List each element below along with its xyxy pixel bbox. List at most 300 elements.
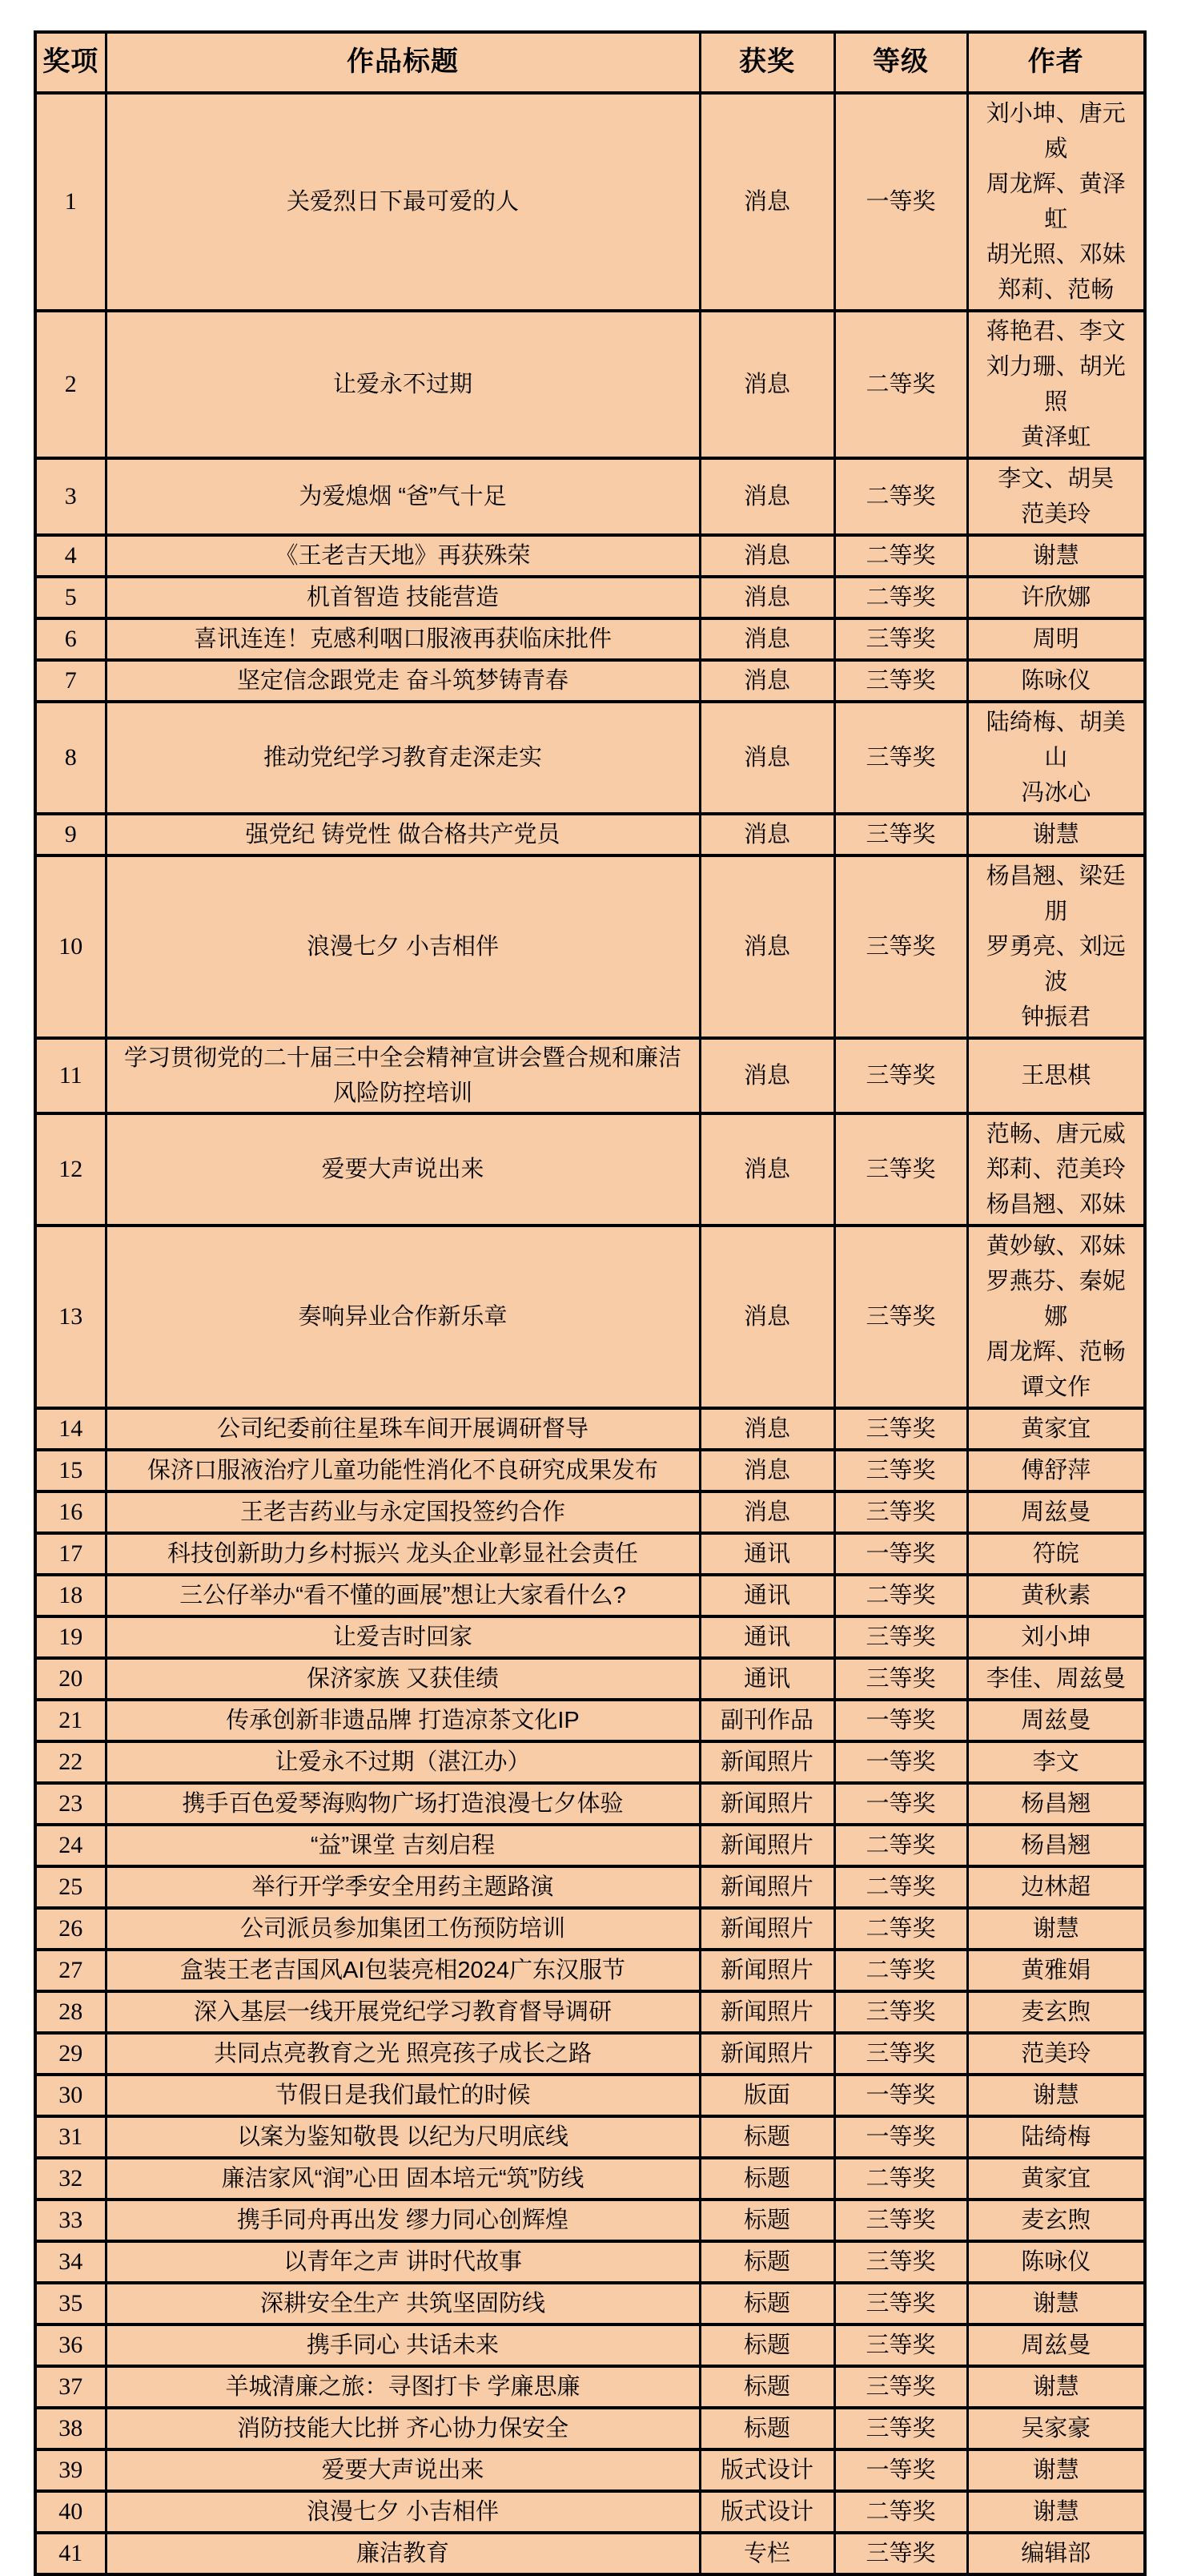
author-line: 谢慧 (1032, 543, 1079, 569)
title-cell: 《王老吉天地》再获殊荣 (106, 535, 700, 577)
award-no-cell: 4 (35, 535, 106, 577)
level-cell: 一等奖 (834, 2075, 967, 2116)
authors-cell (967, 1533, 1145, 1575)
award-no-cell: 32 (35, 2158, 106, 2200)
level-cell: 三等奖 (834, 1491, 967, 1533)
award-no-cell: 40 (35, 2491, 106, 2533)
category-cell: 标题 (700, 2158, 834, 2200)
award-no-cell: 10 (35, 855, 106, 1038)
award-no-cell: 34 (35, 2241, 106, 2283)
authors-cell (967, 1575, 1145, 1616)
author-line: 编辑部 (1021, 2541, 1091, 2566)
author-line: 谢慧 (1032, 2374, 1079, 2400)
table-row (35, 577, 1145, 618)
category-cell: 标题 (700, 2116, 834, 2158)
category-cell: 版式设计 (700, 2491, 834, 2533)
title-cell: 举行开学季安全用药主题路演 (106, 1866, 700, 1908)
authors-cell (967, 2158, 1145, 2200)
authors-cell (967, 2283, 1145, 2324)
title-cell: 关爱烈日下最可爱的人 (106, 93, 700, 311)
category-cell: 版式设计 (700, 2449, 834, 2491)
authors-cell (967, 702, 1145, 814)
title-cell: 浪漫七夕 小吉相伴 (106, 855, 700, 1038)
award-no-cell: 7 (35, 660, 106, 702)
table-row (35, 2533, 1145, 2574)
author-line: 周兹曼 (1021, 2332, 1091, 2358)
authors-cell (967, 93, 1145, 311)
author-line: 陆绮梅 (1021, 2124, 1091, 2150)
author-line: 杨昌翘 (1021, 1833, 1091, 1858)
award-no-cell: 9 (35, 814, 106, 855)
title-cell: 让爱永不过期 (106, 311, 700, 458)
table-row (35, 2241, 1145, 2283)
authors-cell (967, 1700, 1145, 1741)
table-row (35, 2075, 1145, 2116)
level-cell: 三等奖 (834, 2533, 967, 2574)
title-cell: 节假日是我们最忙的时候 (106, 2075, 700, 2116)
level-cell: 二等奖 (834, 2158, 967, 2200)
category-cell: 版面 (700, 2075, 834, 2116)
title-cell: 公司纪委前往星珠车间开展调研督导 (106, 1408, 700, 1450)
level-cell: 三等奖 (834, 855, 967, 1038)
title-cell: 公司派员参加集团工伤预防培训 (106, 1908, 700, 1950)
author-line: 陈咏仪 (1021, 2249, 1091, 2275)
authors-cell (967, 660, 1145, 702)
table-row (35, 458, 1145, 535)
author-line: 黄家宜 (1021, 2166, 1091, 2192)
category-cell: 新闻照片 (700, 2033, 834, 2075)
category-cell: 消息 (700, 458, 834, 535)
author-line: 谢慧 (1032, 822, 1079, 847)
category-cell: 通讯 (700, 1616, 834, 1658)
authors-cell (967, 2241, 1145, 2283)
authors-cell (967, 2324, 1145, 2366)
header-cell-title: 作品标题 (106, 32, 700, 93)
award-no-cell: 2 (35, 311, 106, 458)
title-cell: 传承创新非遗品牌 打造凉茶文化IP (106, 1700, 700, 1741)
award-no-cell: 27 (35, 1950, 106, 1991)
title-cell: 深耕安全生产 共筑坚固防线 (106, 2283, 700, 2324)
title-cell: 强党纪 铸党性 做合格共产党员 (106, 814, 700, 855)
award-no-cell: 3 (35, 458, 106, 535)
authors-cell (967, 2075, 1145, 2116)
award-no-cell: 31 (35, 2116, 106, 2158)
authors-cell (967, 458, 1145, 535)
authors-cell (967, 2200, 1145, 2241)
level-cell: 三等奖 (834, 2324, 967, 2366)
table-row (35, 1658, 1145, 1700)
author-line: 傅舒萍 (1021, 1458, 1091, 1483)
table-row (35, 618, 1145, 660)
table-row (35, 1783, 1145, 1825)
authors-cell (967, 2408, 1145, 2449)
category-cell: 消息 (700, 535, 834, 577)
award-no-cell: 13 (35, 1226, 106, 1408)
author-line: 陈咏仪 (1021, 668, 1091, 694)
level-cell: 一等奖 (834, 1533, 967, 1575)
title-cell: 携手百色爱琴海购物广场打造浪漫七夕体验 (106, 1783, 700, 1825)
table-row (35, 1226, 1145, 1408)
table-row (35, 1450, 1145, 1491)
level-cell: 一等奖 (834, 1700, 967, 1741)
author-line: 谢慧 (1032, 2499, 1079, 2525)
level-cell: 三等奖 (834, 814, 967, 855)
category-cell: 标题 (700, 2324, 834, 2366)
awards-table-body (35, 93, 1145, 2574)
award-no-cell: 11 (35, 1038, 106, 1113)
author-line: 罗勇亮、刘远波 (986, 934, 1126, 995)
author-line: 周明 (1032, 626, 1079, 652)
title-cell: 消防技能大比拼 齐心协力保安全 (106, 2408, 700, 2449)
award-no-cell: 41 (35, 2533, 106, 2574)
category-cell: 新闻照片 (700, 1783, 834, 1825)
level-cell: 三等奖 (834, 702, 967, 814)
table-row (35, 1533, 1145, 1575)
table-row (35, 2283, 1145, 2324)
table-row (35, 702, 1145, 814)
level-cell: 一等奖 (834, 1741, 967, 1783)
authors-cell (967, 1825, 1145, 1866)
header-cell-level: 等级 (834, 32, 967, 93)
title-cell: 保济口服液治疗儿童功能性消化不良研究成果发布 (106, 1450, 700, 1491)
author-line: 谭文作 (1021, 1375, 1091, 1400)
category-cell: 通讯 (700, 1658, 834, 1700)
title-cell: 推动党纪学习教育走深走实 (106, 702, 700, 814)
authors-cell (967, 577, 1145, 618)
level-cell: 三等奖 (834, 1616, 967, 1658)
author-line: 钟振君 (1021, 1004, 1091, 1030)
level-cell: 三等奖 (834, 1658, 967, 1700)
category-cell: 标题 (700, 2241, 834, 2283)
table-row (35, 2491, 1145, 2533)
authors-cell (967, 2033, 1145, 2075)
level-cell: 三等奖 (834, 2033, 967, 2075)
award-no-cell: 39 (35, 2449, 106, 2491)
level-cell: 二等奖 (834, 2491, 967, 2533)
title-cell: 王老吉药业与永定国投签约合作 (106, 1491, 700, 1533)
author-line: 刘小坤、唐元威 (986, 101, 1126, 162)
category-cell: 消息 (700, 1408, 834, 1450)
author-line: 王思棋 (1021, 1063, 1091, 1089)
awards-page (34, 30, 1143, 2576)
level-cell: 二等奖 (834, 1866, 967, 1908)
table-row (35, 1038, 1145, 1113)
category-cell: 消息 (700, 1038, 834, 1113)
category-cell: 消息 (700, 577, 834, 618)
award-no-cell: 26 (35, 1908, 106, 1950)
award-no-cell: 29 (35, 2033, 106, 2075)
award-no-cell: 20 (35, 1658, 106, 1700)
category-cell: 新闻照片 (700, 1866, 834, 1908)
author-line: 杨昌翘、邓妹 (986, 1192, 1126, 1218)
award-no-cell: 16 (35, 1491, 106, 1533)
author-line: 黄秋素 (1021, 1583, 1091, 1608)
authors-cell (967, 2449, 1145, 2491)
table-row (35, 1825, 1145, 1866)
authors-cell (967, 1991, 1145, 2033)
authors-cell (967, 535, 1145, 577)
category-cell: 消息 (700, 1113, 834, 1226)
category-cell: 新闻照片 (700, 1950, 834, 1991)
title-cell: 浪漫七夕 小吉相伴 (106, 2491, 700, 2533)
category-cell: 标题 (700, 2200, 834, 2241)
author-line: 黄泽虹 (1021, 425, 1091, 450)
author-line: 周龙辉、范畅 (986, 1339, 1126, 1365)
table-row (35, 1741, 1145, 1783)
authors-cell (967, 1950, 1145, 1991)
category-cell: 消息 (700, 660, 834, 702)
category-cell: 新闻照片 (700, 1741, 834, 1783)
award-no-cell: 21 (35, 1700, 106, 1741)
level-cell: 二等奖 (834, 458, 967, 535)
level-cell: 二等奖 (834, 311, 967, 458)
authors-cell (967, 1908, 1145, 1950)
author-line: 杨昌翘、梁廷朋 (986, 863, 1126, 924)
title-cell: 机首智造 技能营造 (106, 577, 700, 618)
level-cell: 一等奖 (834, 1783, 967, 1825)
title-cell: “益”课堂 吉刻启程 (106, 1825, 700, 1866)
award-no-cell: 12 (35, 1113, 106, 1226)
author-line: 谢慧 (1032, 2291, 1079, 2316)
table-row (35, 1616, 1145, 1658)
table-row (35, 1908, 1145, 1950)
category-cell: 消息 (700, 1226, 834, 1408)
authors-cell (967, 1616, 1145, 1658)
author-line: 周兹曼 (1021, 1499, 1091, 1525)
table-row (35, 1113, 1145, 1226)
title-cell: 以青年之声 讲时代故事 (106, 2241, 700, 2283)
author-line: 符皖 (1032, 1541, 1079, 1567)
award-no-cell: 18 (35, 1575, 106, 1616)
title-cell: 奏响异业合作新乐章 (106, 1226, 700, 1408)
authors-cell (967, 1226, 1145, 1408)
award-no-cell: 14 (35, 1408, 106, 1450)
author-line: 黄家宜 (1021, 1416, 1091, 1442)
table-header (35, 32, 1145, 93)
header-cell-award-no: 奖项 (35, 32, 106, 93)
award-no-cell: 6 (35, 618, 106, 660)
category-cell: 消息 (700, 702, 834, 814)
title-cell: 盒装王老吉国风AI包装亮相2024广东汉服节 (106, 1950, 700, 1991)
table-row (35, 1491, 1145, 1533)
level-cell: 三等奖 (834, 660, 967, 702)
authors-cell (967, 618, 1145, 660)
table-row (35, 311, 1145, 458)
level-cell: 三等奖 (834, 1408, 967, 1450)
level-cell: 二等奖 (834, 1908, 967, 1950)
award-no-cell: 19 (35, 1616, 106, 1658)
title-cell: 科技创新助力乡村振兴 龙头企业彰显社会责任 (106, 1533, 700, 1575)
level-cell: 一等奖 (834, 2449, 967, 2491)
author-line: 黄妙敏、邓妹 (986, 1234, 1126, 1259)
table-row (35, 2324, 1145, 2366)
table-row (35, 2158, 1145, 2200)
title-cell: 三公仔举办“看不懂的画展”想让大家看什么? (106, 1575, 700, 1616)
title-cell: 坚定信念跟党走 奋斗筑梦铸青春 (106, 660, 700, 702)
title-cell: 让爱吉时回家 (106, 1616, 700, 1658)
level-cell: 三等奖 (834, 1226, 967, 1408)
table-row (35, 2200, 1145, 2241)
category-cell: 标题 (700, 2366, 834, 2408)
author-line: 李文 (1032, 1749, 1079, 1775)
title-cell: 爱要大声说出来 (106, 1113, 700, 1226)
category-cell: 新闻照片 (700, 1825, 834, 1866)
table-row (35, 93, 1145, 311)
authors-cell (967, 1113, 1145, 1226)
category-cell: 消息 (700, 93, 834, 311)
award-no-cell: 25 (35, 1866, 106, 1908)
title-cell: 深入基层一线开展党纪学习教育督导调研 (106, 1991, 700, 2033)
authors-cell (967, 1038, 1145, 1113)
author-line: 谢慧 (1032, 1916, 1079, 1942)
authors-cell (967, 1658, 1145, 1700)
author-line: 谢慧 (1032, 2457, 1079, 2483)
author-line: 周兹曼 (1021, 1708, 1091, 1733)
award-no-cell: 24 (35, 1825, 106, 1866)
authors-cell (967, 2116, 1145, 2158)
category-cell: 消息 (700, 618, 834, 660)
category-cell: 副刊作品 (700, 1700, 834, 1741)
table-row (35, 2116, 1145, 2158)
level-cell: 三等奖 (834, 1450, 967, 1491)
authors-cell (967, 1741, 1145, 1783)
level-cell: 三等奖 (834, 2366, 967, 2408)
level-cell: 二等奖 (834, 1825, 967, 1866)
author-line: 许欣娜 (1021, 585, 1091, 610)
award-no-cell: 35 (35, 2283, 106, 2324)
table-row (35, 535, 1145, 577)
header-cell-category: 获奖 (700, 32, 834, 93)
level-cell: 三等奖 (834, 1038, 967, 1113)
author-line: 麦玄煦 (1021, 1999, 1091, 2025)
title-cell: 以案为鉴知敬畏 以纪为尺明底线 (106, 2116, 700, 2158)
authors-cell (967, 311, 1145, 458)
table-row (35, 814, 1145, 855)
title-cell: 羊城清廉之旅：寻图打卡 学廉思廉 (106, 2366, 700, 2408)
title-cell: 喜讯连连！克感利咽口服液再获临床批件 (106, 618, 700, 660)
award-no-cell: 37 (35, 2366, 106, 2408)
title-cell: 携手同心 共话未来 (106, 2324, 700, 2366)
level-cell: 三等奖 (834, 1113, 967, 1226)
author-line: 杨昌翘 (1021, 1791, 1091, 1817)
category-cell: 标题 (700, 2408, 834, 2449)
authors-cell (967, 1491, 1145, 1533)
level-cell: 三等奖 (834, 2408, 967, 2449)
table-row (35, 2449, 1145, 2491)
category-cell: 新闻照片 (700, 1991, 834, 2033)
category-cell: 消息 (700, 814, 834, 855)
author-line: 冯冰心 (1021, 780, 1091, 806)
authors-cell (967, 855, 1145, 1038)
award-no-cell: 17 (35, 1533, 106, 1575)
award-no-cell: 28 (35, 1991, 106, 2033)
authors-cell (967, 1866, 1145, 1908)
award-no-cell: 38 (35, 2408, 106, 2449)
level-cell: 三等奖 (834, 2283, 967, 2324)
level-cell: 三等奖 (834, 618, 967, 660)
authors-cell (967, 1408, 1145, 1450)
category-cell: 专栏 (700, 2533, 834, 2574)
author-line: 谢慧 (1032, 2083, 1079, 2108)
author-line: 刘力珊、胡光照 (986, 354, 1126, 415)
table-row (35, 1575, 1145, 1616)
authors-cell (967, 2491, 1145, 2533)
author-line: 范畅、唐元威 (986, 1121, 1126, 1147)
title-cell: 保济家族 又获佳绩 (106, 1658, 700, 1700)
title-cell: 为爱熄烟 “爸”气十足 (106, 458, 700, 535)
award-no-cell: 15 (35, 1450, 106, 1491)
category-cell: 通讯 (700, 1575, 834, 1616)
award-no-cell: 1 (35, 93, 106, 311)
award-no-cell: 33 (35, 2200, 106, 2241)
author-line: 黄雅娟 (1021, 1958, 1091, 1983)
category-cell: 消息 (700, 855, 834, 1038)
award-no-cell: 30 (35, 2075, 106, 2116)
title-cell: 爱要大声说出来 (106, 2449, 700, 2491)
level-cell: 三等奖 (834, 2241, 967, 2283)
authors-cell (967, 814, 1145, 855)
category-cell: 通讯 (700, 1533, 834, 1575)
awards-table (34, 30, 1147, 2576)
title-cell: 廉洁教育 (106, 2533, 700, 2574)
table-row (35, 1950, 1145, 1991)
authors-cell (967, 2533, 1145, 2574)
table-row (35, 855, 1145, 1038)
level-cell: 二等奖 (834, 535, 967, 577)
authors-cell (967, 1450, 1145, 1491)
award-no-cell: 5 (35, 577, 106, 618)
table-row (35, 660, 1145, 702)
author-line: 范美玲 (1021, 501, 1091, 527)
author-line: 郑莉、范畅 (998, 277, 1115, 303)
level-cell: 一等奖 (834, 2116, 967, 2158)
level-cell: 三等奖 (834, 2200, 967, 2241)
table-row (35, 2408, 1145, 2449)
author-line: 蒋艳君、李文 (986, 319, 1126, 344)
category-cell: 消息 (700, 1491, 834, 1533)
header-row (35, 32, 1145, 93)
table-row (35, 1408, 1145, 1450)
table-row (35, 1700, 1145, 1741)
level-cell: 二等奖 (834, 1575, 967, 1616)
table-row (35, 1866, 1145, 1908)
header-cell-authors: 作者 (967, 32, 1145, 93)
title-cell: 让爱永不过期（湛江办） (106, 1741, 700, 1783)
authors-cell (967, 2366, 1145, 2408)
authors-cell (967, 1783, 1145, 1825)
table-row (35, 2033, 1145, 2075)
level-cell: 二等奖 (834, 1950, 967, 1991)
title-cell: 共同点亮教育之光 照亮孩子成长之路 (106, 2033, 700, 2075)
author-line: 边林超 (1021, 1874, 1091, 1900)
category-cell: 新闻照片 (700, 1908, 834, 1950)
author-line: 郑莉、范美玲 (986, 1157, 1126, 1182)
level-cell: 二等奖 (834, 577, 967, 618)
author-line: 陆绮梅、胡美山 (986, 710, 1126, 771)
author-line: 李文、胡昊 (998, 466, 1115, 492)
author-line: 刘小坤 (1021, 1624, 1091, 1650)
author-line: 胡光照、邓妹 (986, 242, 1126, 268)
award-no-cell: 36 (35, 2324, 106, 2366)
award-no-cell: 22 (35, 1741, 106, 1783)
table-row (35, 2366, 1145, 2408)
award-no-cell: 23 (35, 1783, 106, 1825)
level-cell: 三等奖 (834, 1991, 967, 2033)
author-line: 吴家豪 (1021, 2416, 1091, 2441)
level-cell: 一等奖 (834, 93, 967, 311)
category-cell: 标题 (700, 2283, 834, 2324)
award-no-cell: 8 (35, 702, 106, 814)
